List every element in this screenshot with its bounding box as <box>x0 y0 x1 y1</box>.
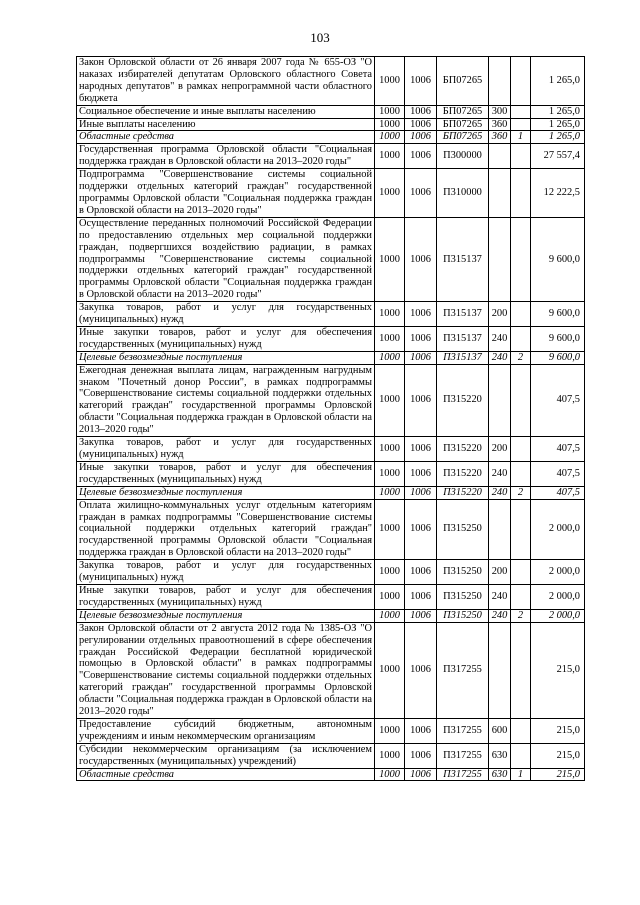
subsection-code-cell: 1006 <box>405 118 437 131</box>
funding-source-cell <box>511 743 531 768</box>
section-code-cell: 1000 <box>375 364 405 436</box>
row-name-cell: Оплата жилищно-коммунальных услуг отдельным категориям граждан в рамках подпрограммы "Совершенствование системы социальной поддержки отдельных категорий граждан" государственной программы Орловской области "Социальная поддержка граждан в Орловской области на 2013–2020 годы" <box>77 499 375 560</box>
amount-cell: 215,0 <box>531 622 585 718</box>
section-code-cell: 1000 <box>375 351 405 364</box>
subsection-code-cell: 1006 <box>405 622 437 718</box>
expense-type-cell <box>489 57 511 106</box>
section-code-cell: 1000 <box>375 718 405 743</box>
section-code-cell: 1000 <box>375 461 405 486</box>
subsection-code-cell: 1006 <box>405 609 437 622</box>
funding-source-cell <box>511 302 531 327</box>
expense-type-cell: 200 <box>489 560 511 585</box>
subsection-code-cell: 1006 <box>405 351 437 364</box>
table-row <box>77 105 585 118</box>
table-row <box>77 144 585 169</box>
expense-type-cell: 240 <box>489 461 511 486</box>
table-row <box>77 118 585 131</box>
table-row <box>77 622 585 718</box>
expense-type-cell: 240 <box>489 584 511 609</box>
funding-source-cell: 2 <box>511 486 531 499</box>
table-row <box>77 461 585 486</box>
section-code-cell: 1000 <box>375 437 405 462</box>
section-code-cell: 1000 <box>375 622 405 718</box>
subsection-code-cell: 1006 <box>405 461 437 486</box>
subsection-code-cell: 1006 <box>405 326 437 351</box>
section-code-cell: 1000 <box>375 499 405 560</box>
expense-type-cell: 360 <box>489 118 511 131</box>
subsection-code-cell: 1006 <box>405 105 437 118</box>
section-code-cell: 1000 <box>375 302 405 327</box>
table-row <box>77 437 585 462</box>
subsection-code-cell: 1006 <box>405 364 437 436</box>
funding-source-cell <box>511 57 531 106</box>
table-row <box>77 718 585 743</box>
section-code-cell: 1000 <box>375 131 405 144</box>
expense-type-cell: 240 <box>489 486 511 499</box>
table-row <box>77 351 585 364</box>
expense-type-cell: 300 <box>489 105 511 118</box>
amount-cell: 407,5 <box>531 461 585 486</box>
target-article-cell: П315220 <box>437 364 489 436</box>
row-name-cell: Осуществление переданных полномочий Российской Федерации по предоставлению отдельных мер социальной поддержки граждан, подвергшихся воздействию радиации, в рамках подпрограммы "Совершенствование системы социальной поддержки отдельных категорий граждан" государственной программы Орловской области "Социальная поддержка граждан в Орловской области на 2013–2020 годы" <box>77 217 375 301</box>
section-code-cell: 1000 <box>375 486 405 499</box>
row-name-cell: Закупка товаров, работ и услуг для государственных (муниципальных) нужд <box>77 437 375 462</box>
amount-cell: 2 000,0 <box>531 609 585 622</box>
funding-source-cell: 1 <box>511 131 531 144</box>
section-code-cell: 1000 <box>375 169 405 218</box>
row-name-cell: Целевые безвозмездные поступления <box>77 609 375 622</box>
target-article-cell: П315250 <box>437 584 489 609</box>
funding-source-cell <box>511 461 531 486</box>
table-row <box>77 169 585 218</box>
row-name-cell: Ежегодная денежная выплата лицам, награжденным нагрудным знаком "Почетный донор России", в рамках подпрограммы "Совершенствование системы социальной поддержки отдельных категорий граждан" государственной программы Орловской области "Социальная поддержка граждан в Орловской области на 2013–2020 годы" <box>77 364 375 436</box>
funding-source-cell <box>511 144 531 169</box>
table-row <box>77 486 585 499</box>
expense-type-cell <box>489 169 511 218</box>
funding-source-cell <box>511 622 531 718</box>
subsection-code-cell: 1006 <box>405 437 437 462</box>
funding-source-cell <box>511 718 531 743</box>
amount-cell: 9 600,0 <box>531 326 585 351</box>
subsection-code-cell: 1006 <box>405 768 437 781</box>
row-name-cell: Иные закупки товаров, работ и услуг для обеспечения государственных (муниципальных) нужд <box>77 326 375 351</box>
funding-source-cell: 1 <box>511 768 531 781</box>
section-code-cell: 1000 <box>375 768 405 781</box>
table-row <box>77 302 585 327</box>
amount-cell: 1 265,0 <box>531 105 585 118</box>
table-row <box>77 743 585 768</box>
table-row <box>77 560 585 585</box>
amount-cell: 1 265,0 <box>531 57 585 106</box>
target-article-cell: БП07265 <box>437 105 489 118</box>
row-name-cell: Целевые безвозмездные поступления <box>77 486 375 499</box>
subsection-code-cell: 1006 <box>405 144 437 169</box>
row-name-cell: Социальное обеспечение и иные выплаты населению <box>77 105 375 118</box>
target-article-cell: П315220 <box>437 437 489 462</box>
amount-cell: 215,0 <box>531 768 585 781</box>
target-article-cell: БП07265 <box>437 57 489 106</box>
target-article-cell: БП07265 <box>437 118 489 131</box>
section-code-cell: 1000 <box>375 743 405 768</box>
subsection-code-cell: 1006 <box>405 560 437 585</box>
subsection-code-cell: 1006 <box>405 718 437 743</box>
section-code-cell: 1000 <box>375 57 405 106</box>
expense-type-cell: 200 <box>489 302 511 327</box>
amount-cell: 2 000,0 <box>531 560 585 585</box>
target-article-cell: П300000 <box>437 144 489 169</box>
page-number: 103 <box>310 30 330 45</box>
expense-type-cell <box>489 144 511 169</box>
table-row <box>77 57 585 106</box>
target-article-cell: П315250 <box>437 499 489 560</box>
subsection-code-cell: 1006 <box>405 486 437 499</box>
expense-type-cell <box>489 499 511 560</box>
row-name-cell: Целевые безвозмездные поступления <box>77 351 375 364</box>
table-row <box>77 364 585 436</box>
row-name-cell: Государственная программа Орловской области "Социальная поддержка граждан в Орловской области на 2013–2020 годы" <box>77 144 375 169</box>
target-article-cell: П315250 <box>437 609 489 622</box>
row-name-cell: Закон Орловской области от 2 августа 2012 года № 1385-ОЗ "О регулировании отдельных правоотношений в сфере обеспечения граждан Российской Федерации бесплатной юридической помощью в Орловской области" в рамках подпрограммы "Совершенствование системы социальной поддержки отдельных категорий граждан" государственной программы Орловской области "Социальная поддержка граждан в Орловской области на 2013–2020 годы" <box>77 622 375 718</box>
expense-type-cell: 240 <box>489 609 511 622</box>
target-article-cell: П315137 <box>437 302 489 327</box>
row-name-cell: Закупка товаров, работ и услуг для государственных (муниципальных) нужд <box>77 302 375 327</box>
amount-cell: 9 600,0 <box>531 217 585 301</box>
target-article-cell: П317255 <box>437 622 489 718</box>
table-row <box>77 499 585 560</box>
amount-cell: 407,5 <box>531 437 585 462</box>
section-code-cell: 1000 <box>375 584 405 609</box>
section-code-cell: 1000 <box>375 118 405 131</box>
funding-source-cell <box>511 105 531 118</box>
target-article-cell: П317255 <box>437 743 489 768</box>
target-article-cell: П315137 <box>437 351 489 364</box>
expense-type-cell: 200 <box>489 437 511 462</box>
row-name-cell: Областные средства <box>77 131 375 144</box>
funding-source-cell <box>511 584 531 609</box>
row-name-cell: Иные закупки товаров, работ и услуг для обеспечения государственных (муниципальных) нужд <box>77 461 375 486</box>
section-code-cell: 1000 <box>375 609 405 622</box>
subsection-code-cell: 1006 <box>405 302 437 327</box>
subsection-code-cell: 1006 <box>405 169 437 218</box>
expense-type-cell: 600 <box>489 718 511 743</box>
amount-cell: 1 265,0 <box>531 118 585 131</box>
expense-type-cell: 360 <box>489 131 511 144</box>
funding-source-cell <box>511 118 531 131</box>
amount-cell: 9 600,0 <box>531 302 585 327</box>
section-code-cell: 1000 <box>375 105 405 118</box>
expense-type-cell: 630 <box>489 743 511 768</box>
section-code-cell: 1000 <box>375 326 405 351</box>
row-name-cell: Иные закупки товаров, работ и услуг для обеспечения государственных (муниципальных) нужд <box>77 584 375 609</box>
amount-cell: 12 222,5 <box>531 169 585 218</box>
amount-cell: 1 265,0 <box>531 131 585 144</box>
target-article-cell: БП07265 <box>437 131 489 144</box>
row-name-cell: Областные средства <box>77 768 375 781</box>
subsection-code-cell: 1006 <box>405 131 437 144</box>
target-article-cell: П317255 <box>437 718 489 743</box>
row-name-cell: Субсидии некоммерческим организациям (за исключением государственных (муниципальных) учреждений) <box>77 743 375 768</box>
target-article-cell: П315137 <box>437 217 489 301</box>
target-article-cell: П315250 <box>437 560 489 585</box>
target-article-cell: П315220 <box>437 486 489 499</box>
funding-source-cell <box>511 217 531 301</box>
expense-type-cell: 240 <box>489 351 511 364</box>
expense-type-cell: 630 <box>489 768 511 781</box>
row-name-cell: Подпрограмма "Совершенствование системы социальной поддержки отдельных категорий граждан" государственной программы Орловской области "Социальная поддержка граждан в Орловской области на 2013–2020 годы" <box>77 169 375 218</box>
subsection-code-cell: 1006 <box>405 217 437 301</box>
table-row <box>77 326 585 351</box>
row-name-cell: Иные выплаты населению <box>77 118 375 131</box>
amount-cell: 2 000,0 <box>531 584 585 609</box>
row-name-cell: Закон Орловской области от 26 января 2007 года № 655-ОЗ "О наказах избирателей депутатам Орловского областного Совета народных депутатов" в рамках непрограммной части областного бюджета <box>77 57 375 106</box>
funding-source-cell <box>511 326 531 351</box>
funding-source-cell <box>511 169 531 218</box>
target-article-cell: П315220 <box>437 461 489 486</box>
subsection-code-cell: 1006 <box>405 584 437 609</box>
amount-cell: 407,5 <box>531 486 585 499</box>
funding-source-cell <box>511 437 531 462</box>
table-row <box>77 217 585 301</box>
expense-type-cell <box>489 622 511 718</box>
section-code-cell: 1000 <box>375 217 405 301</box>
section-code-cell: 1000 <box>375 144 405 169</box>
expense-type-cell <box>489 217 511 301</box>
expense-type-cell: 240 <box>489 326 511 351</box>
row-name-cell: Закупка товаров, работ и услуг для государственных (муниципальных) нужд <box>77 560 375 585</box>
table-row <box>77 768 585 781</box>
funding-source-cell <box>511 560 531 585</box>
target-article-cell: П317255 <box>437 768 489 781</box>
funding-source-cell: 2 <box>511 609 531 622</box>
row-name-cell: Предоставление субсидий бюджетным, автономным учреждениям и иным некоммерческим организациям <box>77 718 375 743</box>
table-row <box>77 609 585 622</box>
table-row <box>77 131 585 144</box>
subsection-code-cell: 1006 <box>405 57 437 106</box>
amount-cell: 407,5 <box>531 364 585 436</box>
funding-source-cell <box>511 364 531 436</box>
funding-source-cell: 2 <box>511 351 531 364</box>
section-code-cell: 1000 <box>375 560 405 585</box>
amount-cell: 2 000,0 <box>531 499 585 560</box>
subsection-code-cell: 1006 <box>405 743 437 768</box>
subsection-code-cell: 1006 <box>405 499 437 560</box>
budget-table <box>76 56 585 781</box>
funding-source-cell <box>511 499 531 560</box>
target-article-cell: П315137 <box>437 326 489 351</box>
amount-cell: 215,0 <box>531 718 585 743</box>
expense-type-cell <box>489 364 511 436</box>
amount-cell: 9 600,0 <box>531 351 585 364</box>
table-row <box>77 584 585 609</box>
target-article-cell: П310000 <box>437 169 489 218</box>
amount-cell: 215,0 <box>531 743 585 768</box>
amount-cell: 27 557,4 <box>531 144 585 169</box>
